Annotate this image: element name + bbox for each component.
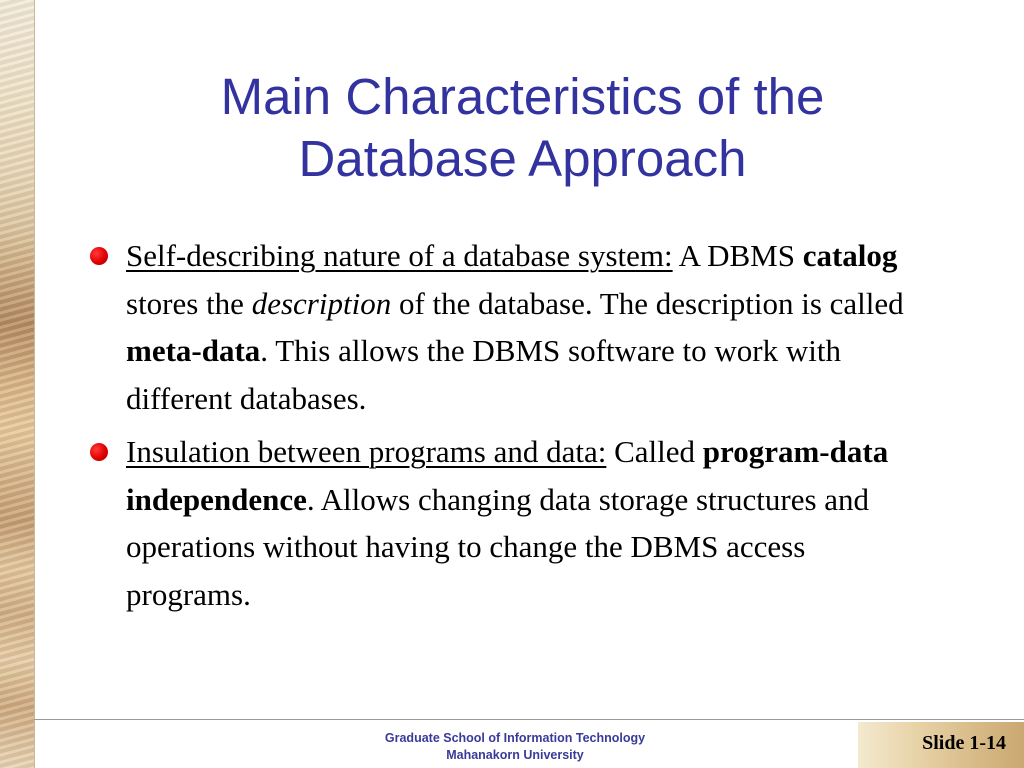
bullet-text: . Allows changing data storage structures and operations without having to change the DBMS access programs. xyxy=(126,481,870,612)
bullet-heading: Insulation between programs and data: xyxy=(126,434,607,469)
slide-number-box xyxy=(858,722,1024,768)
bullet-text: A DBMS xyxy=(672,238,803,273)
bullet-text: of the database. The description is called xyxy=(391,285,904,321)
bold-term-program-data-independence: program-data independence xyxy=(126,434,889,517)
slide-number: Slide 1-14 xyxy=(922,732,1006,754)
bullet-dot-icon xyxy=(90,443,108,461)
bullet-text: stores the xyxy=(126,285,252,321)
bullet-text: Called xyxy=(606,434,703,469)
bold-term-meta-data: meta-data xyxy=(126,333,261,368)
bullet-heading: Self-describing nature of a database system: xyxy=(126,238,673,273)
footer-line-2: Mahanakorn University xyxy=(446,748,584,762)
slide-title xyxy=(60,66,985,190)
left-divider xyxy=(34,0,35,768)
bullet-dot-icon xyxy=(90,247,108,265)
italic-term-description: description xyxy=(251,285,392,321)
decorative-left-strip xyxy=(0,0,34,768)
bullet-list xyxy=(90,232,910,624)
bold-term-catalog: catalog xyxy=(802,238,898,273)
bullet-item-self-describing xyxy=(90,232,910,422)
bullet-item-insulation xyxy=(90,428,910,618)
title-line-2: Database Approach xyxy=(298,130,747,187)
footer-line-1: Graduate School of Information Technology xyxy=(384,731,646,745)
title-line-1: Main Characteristics of the xyxy=(220,68,825,125)
footer-institution xyxy=(300,730,730,764)
footer-divider xyxy=(34,719,1024,720)
bullet-text: . This allows the DBMS software to work with different databases. xyxy=(126,333,841,416)
